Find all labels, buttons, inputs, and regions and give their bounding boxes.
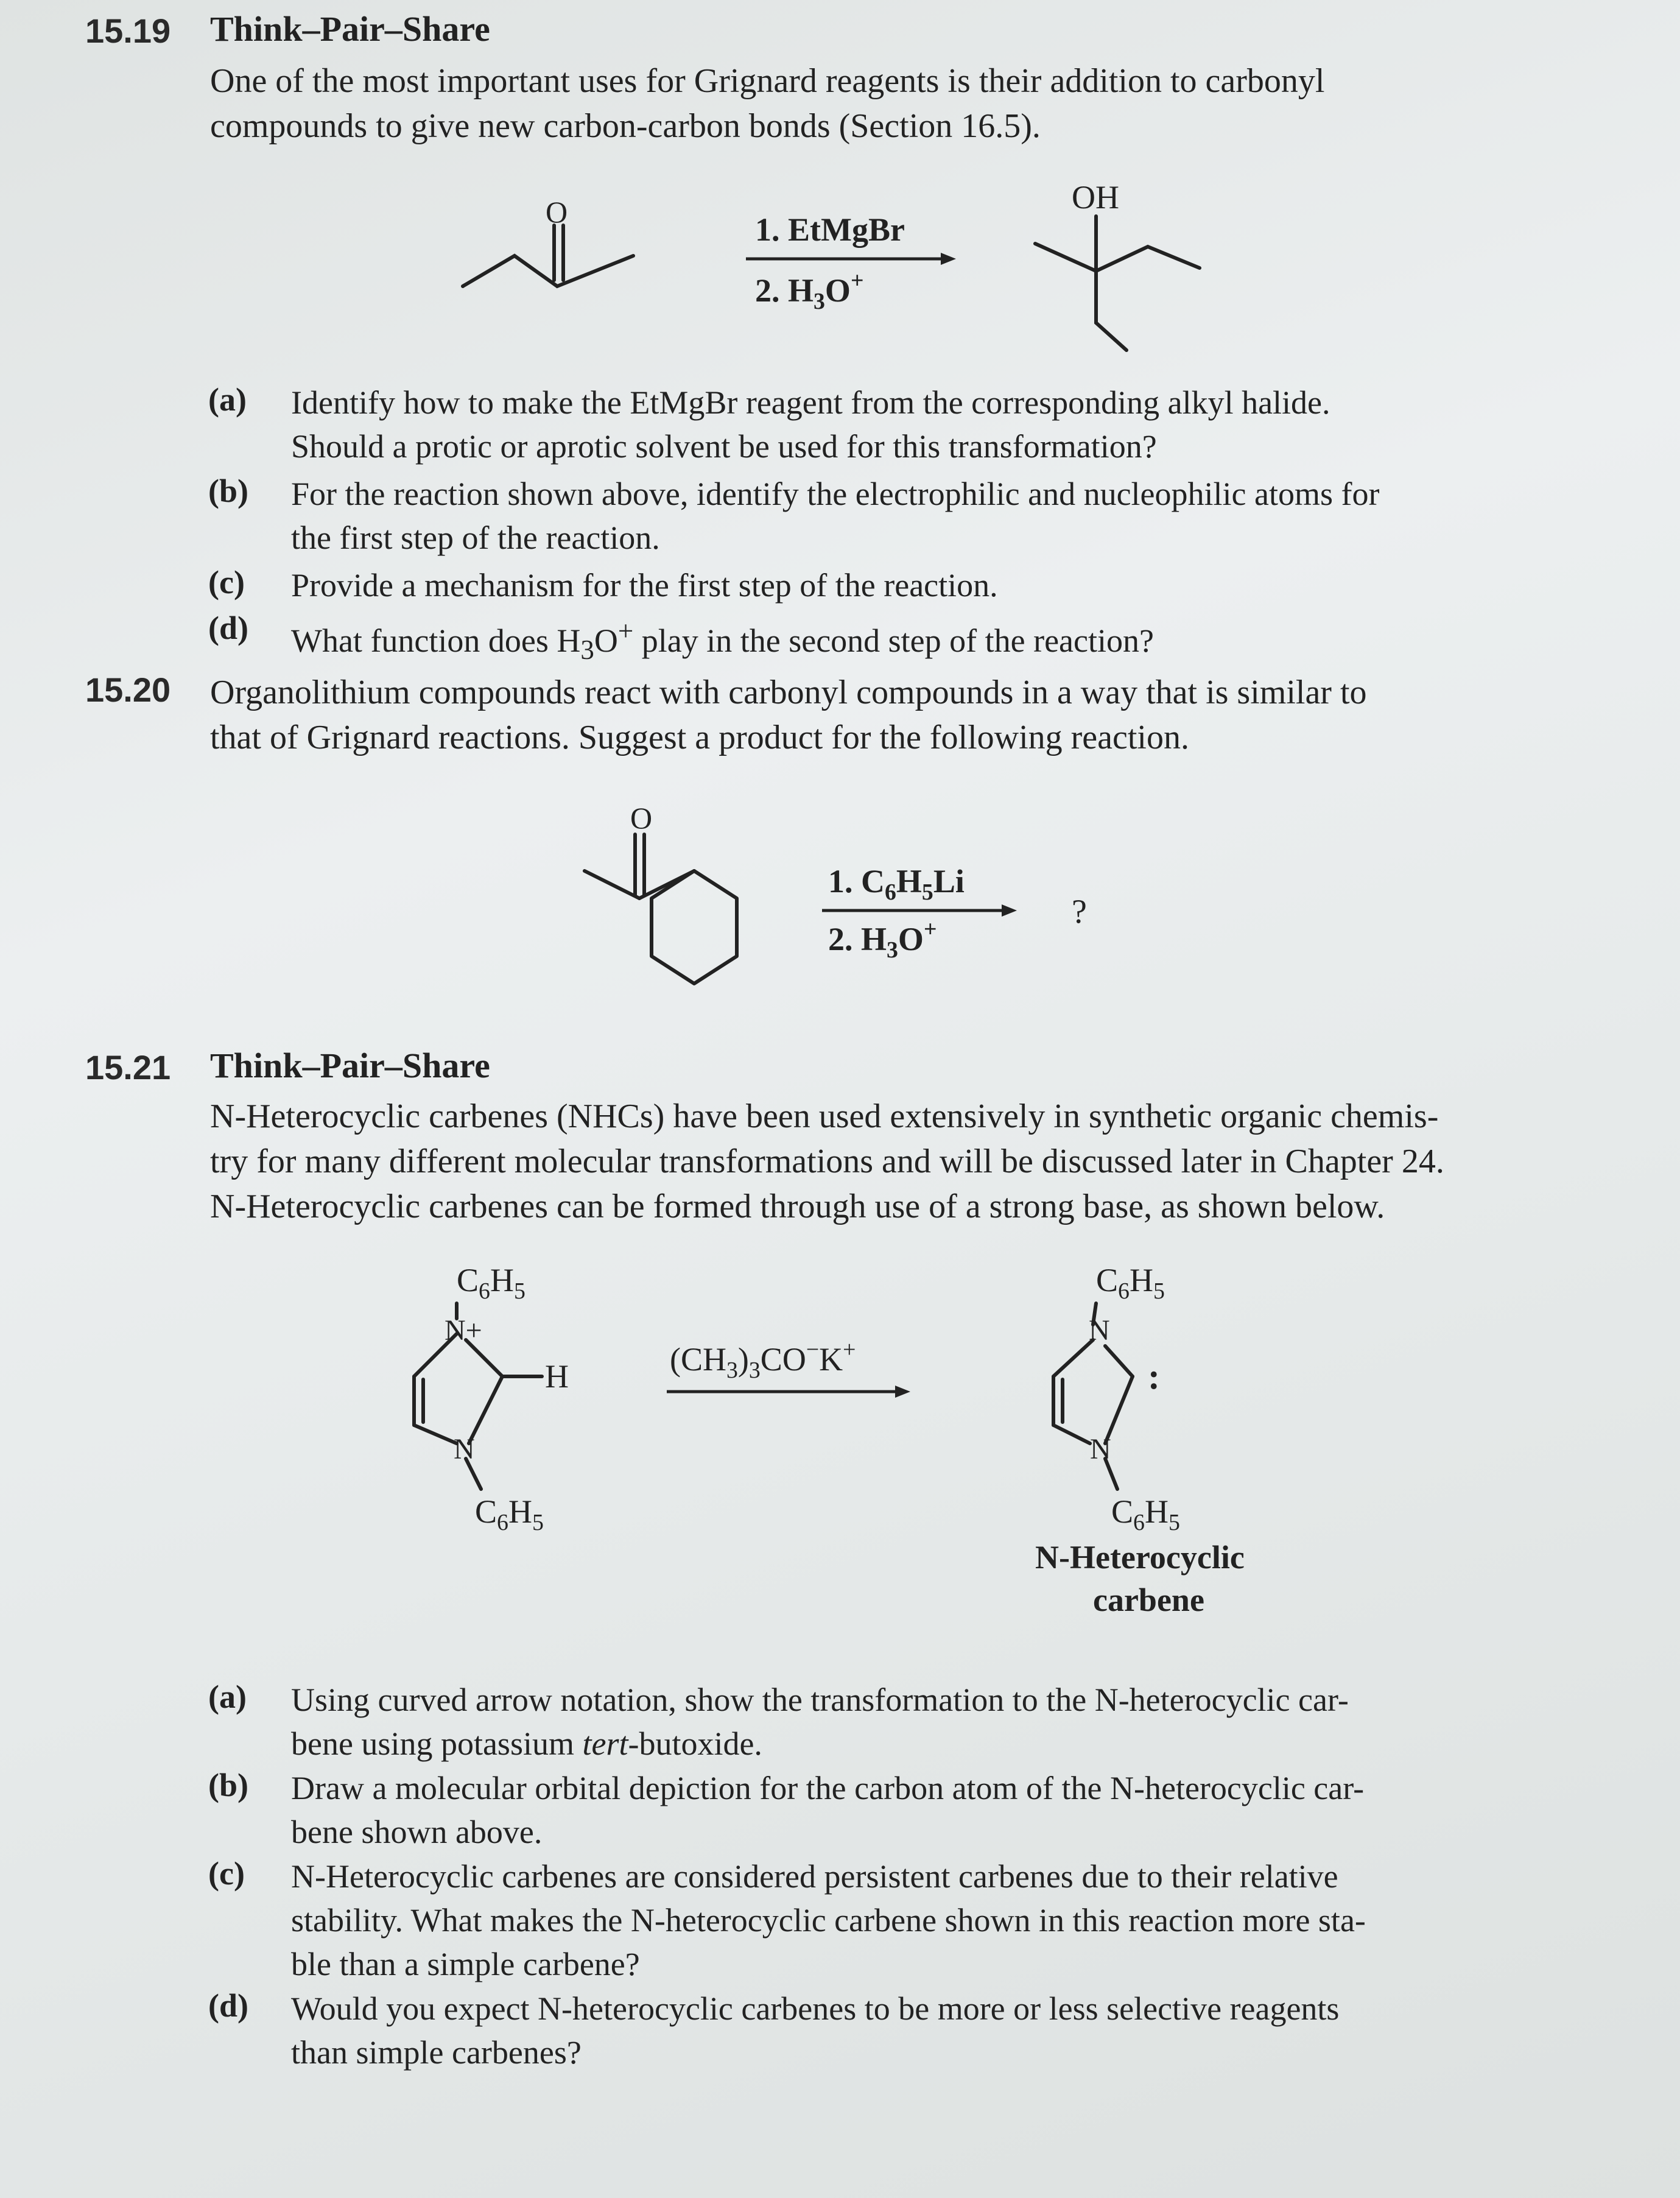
part-line: the first step of the reaction. [291, 520, 660, 556]
problem-intro-15-21 [210, 1094, 1444, 1229]
intro-line: Organolithium compounds react with carbonyl compounds in a way that is similar to [210, 674, 1367, 711]
acetylcyclohexane-structure [585, 834, 737, 984]
part-line [291, 1722, 1349, 1766]
step2-reagent: 2. $H_3O^+$ [828, 917, 937, 963]
phenyl-substituent-bottom: $C_6H_5$ [475, 1493, 544, 1535]
part-text-segment: bene using potassium [291, 1725, 583, 1762]
nitrogen-label: N [1089, 1314, 1110, 1347]
part-label-c: (c) [208, 564, 245, 601]
tertiary-alcohol-structure [1035, 216, 1200, 350]
problem-number-15-19: 15.19 [85, 12, 171, 50]
intro-line: that of Grignard reactions. Suggest a product for the following reaction. [210, 719, 1189, 756]
step1-reagent: 1. EtMgBr [755, 211, 905, 248]
carbonyl-oxygen-label: O [630, 801, 653, 835]
part-text-segment: O [594, 622, 618, 659]
nhc-product-label: N-Heterocyclic [1035, 1539, 1245, 1576]
part-line: Identify how to make the EtMgBr reagent from the corresponding alkyl halide. [291, 384, 1330, 421]
part-line: Should a protic or aprotic solvent be used for this transformation? [291, 428, 1157, 465]
organolithium-reaction-scheme [572, 792, 1157, 1011]
part-line: For the reaction shown above, identify the electrophilic and nucleophilic atoms for [291, 476, 1380, 512]
intro-line: try for many different molecular transformations and will be discussed later in Chapter 24. [210, 1143, 1444, 1180]
reaction-arrow [667, 1386, 910, 1398]
phenyl-substituent-top: $C_6H_5$ [1096, 1262, 1165, 1304]
part-line: stability. What makes the N-heterocyclic carbene shown in this reaction more sta- [291, 1902, 1366, 1939]
intro-line: N-Heterocyclic carbenes (NHCs) have been used extensively in synthetic organic chemis- [210, 1097, 1439, 1135]
problem-title-15-19: Think–Pair–Share [210, 9, 490, 49]
problem-intro-15-19 [210, 58, 1324, 149]
problem-title-15-21: Think–Pair–Share [210, 1046, 490, 1085]
carbonyl-oxygen-label: O [546, 195, 568, 229]
part-label-b: (b) [208, 473, 248, 509]
phenyl-substituent-top: $C_6H_5$ [457, 1262, 525, 1304]
part-text-d [291, 609, 1154, 672]
part-text-b [291, 1766, 1364, 1854]
part-label-b: (b) [208, 1767, 248, 1803]
reaction-arrow [746, 253, 956, 265]
italic-term: tert [582, 1725, 628, 1762]
intro-line: One of the most important uses for Grignard reagents is their addition to carbonyl [210, 62, 1325, 100]
part-label-d: (d) [208, 1987, 248, 2024]
part-line: than simple carbenes? [291, 2034, 582, 2071]
part-line: bene shown above. [291, 1814, 543, 1850]
part-label-d: (d) [208, 610, 248, 646]
part-text-a [291, 1678, 1349, 1766]
nhc-product-label: carbene [1093, 1582, 1204, 1618]
nitrogen-label: N [1090, 1433, 1111, 1465]
part-text-b [291, 472, 1379, 560]
part-text-c [291, 1855, 1366, 1986]
part-label-a: (a) [208, 381, 247, 418]
part-line: Draw a molecular orbital depiction for the carbon atom of the N-heterocyclic car- [291, 1770, 1365, 1806]
unknown-product-mark: ? [1072, 893, 1087, 931]
carbene-lone-pair: : [1148, 1356, 1160, 1397]
nhc-formation-scheme [378, 1249, 1321, 1626]
part-line: Provide a mechanism for the first step of the reaction. [291, 567, 998, 604]
part-line: N-Heterocyclic carbenes are considered persistent carbenes due to their relative [291, 1858, 1338, 1895]
nitrogen-cation-label: N+ [445, 1314, 482, 1347]
intro-line: N-Heterocyclic carbenes can be formed through use of a strong base, as shown below. [210, 1188, 1385, 1225]
problem-number-15-20: 15.20 [85, 671, 171, 709]
acidic-hydrogen-label: H [545, 1358, 569, 1395]
part-line: ble than a simple carbene? [291, 1946, 640, 1982]
nitrogen-label: N [454, 1433, 475, 1465]
step1-reagent: 1. $C_6H_5Li$ [828, 863, 965, 905]
part-text-d [291, 1987, 1339, 2074]
part-text-c [291, 563, 998, 607]
phenyl-substituent-bottom: $C_6H_5$ [1111, 1493, 1180, 1535]
hydroxyl-label: OH [1072, 179, 1119, 216]
part-label-c: (c) [208, 1855, 245, 1892]
subscript: 3 [580, 634, 594, 665]
part-text-segment: -butoxide. [628, 1725, 762, 1762]
intro-line: compounds to give new carbon-carbon bonds (Section 16.5). [210, 107, 1041, 145]
part-line: Would you expect N-heterocyclic carbenes to be more or less selective reagents [291, 1990, 1340, 2027]
part-text-a [291, 381, 1330, 468]
part-line: Using curved arrow notation, show the transformation to the N-heterocyclic car- [291, 1682, 1349, 1718]
superscript: + [617, 616, 634, 646]
problem-intro-15-20 [210, 670, 1367, 760]
problem-number-15-21: 15.21 [85, 1048, 171, 1087]
base-reagent: $(CH_3)_3CO^-K^+$ [670, 1337, 856, 1383]
part-text-segment: What function does H [291, 622, 581, 659]
reaction-arrow [822, 904, 1017, 917]
butanone-structure [463, 225, 633, 286]
part-label-a: (a) [208, 1678, 247, 1715]
grignard-reaction-scheme [426, 164, 1279, 365]
part-text-segment: play in the second step of the reaction? [633, 622, 1154, 659]
step2-reagent: 2. $H_3O^+$ [755, 268, 864, 314]
